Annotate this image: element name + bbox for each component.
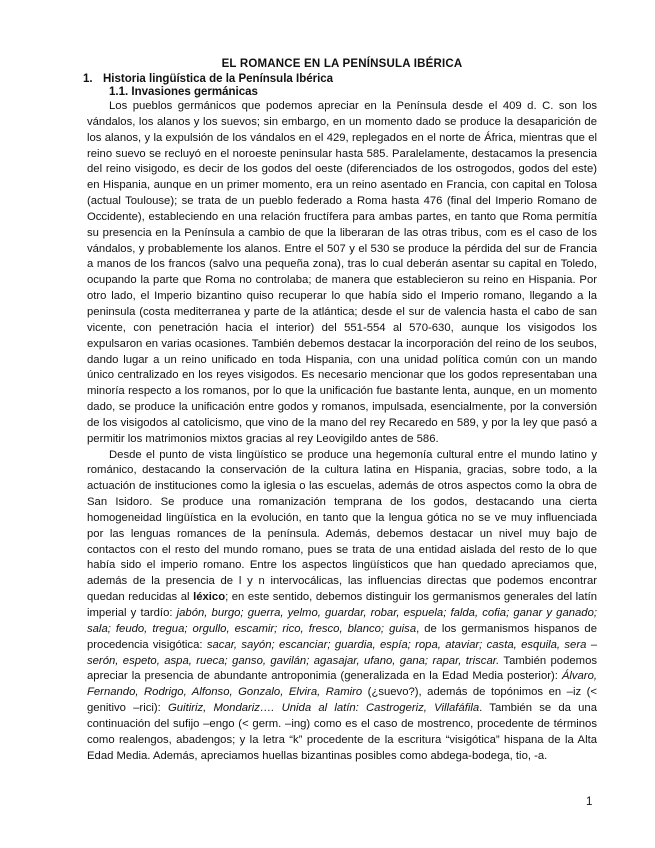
subsection-heading: 1.1. Invasiones germánicas — [109, 86, 258, 98]
document-title: EL ROMANCE EN LA PENÍNSULA IBÉRICA — [221, 58, 463, 70]
p2-text-5: (¿suevo?), además de topónimos en –iz (< genitivo –rici): — [87, 686, 597, 715]
paragraph-2 — [87, 448, 597, 765]
section-heading — [83, 73, 597, 85]
p2-text-3: , de los germanismos hispanos de procedencia visigótica: — [87, 622, 597, 651]
p2-italic-toponimos: Guitiriz, Mondariz…. Unida al latín: Castrogeriz, Villafáfila — [167, 702, 480, 715]
document-page — [83, 58, 598, 764]
p2-italic-antroponimia: Álvaro, Fernando, Rodrigo, Alfonso, Gonzalo, Elvira, Ramiro — [87, 670, 597, 699]
p2-text-6: . También se da una continuación del sufijo –engo (< germ. –ing) como es el caso de mostrenco, procedente de términos como realengos, abadengos; y la letra “k” procedente de la escritura “visigótica” hispana de la Alta Edad Media. Además, apreciamos huellas bizantinas posibles como abdega-bodega, tio, -a. — [87, 702, 597, 762]
p2-italic-germanismos-generales: jabón, burgo; guerra, yelmo, guardar, robar, espuela; falda, cofia; ganar y ganado; sala; feudo, tregua; orgullo, escamir; rico, fresco, blanco; guisa — [87, 607, 597, 635]
page-number: 1 — [586, 796, 593, 808]
p2-italic-germanismos-visigoticos: sacar, sayón; escanciar; guardia, espía; ropa, ataviar; casta, esquila, sera – serón, espeto, aspa, rueca; ganso, gavilán; agasajar, ufano, gana; rapar, triscar. — [87, 638, 597, 667]
section-number: 1. — [83, 73, 93, 85]
paragraph-1: Los pueblos germánicos que podemos apreciar en la Península desde el 409 d. C. son los vándalos, los alanos y los suevos; sin embargo, en un momento dado se produce la desaparición de los alanos, y la expulsión de los vándalos en el 429, replegados en el norte de África, mientras que el reino suevo se recluyó en el noroeste peninsular hasta 585. Paralelamente, destacamos la presencia del reino visigodo, es decir de los godos del oeste (diferenciados de los ostrogodos, godos del este) en Hispania, aunque en un primer momento, era un reino asentado en Francia, con capital en Tolosa (actual Toulouse); se trata de un pueblo federado a Roma hasta 476 (final del Imperio Romano de Occidente), estableciendo en una relación fructífera para ambas partes, en tanto que Roma permitía su presencia en la Península a cambio de que la liberaran de las otras tribus, com es el caso de los vándalos, y probablemente los alanos. Entre el 507 y el 530 se produce la pérdida del sur de Francia a manos de los francos (salvo una pequeña zona), tras lo cual deberán asentar su capital en Toledo, ocupando la parte que Roma no controlaba; de manera que establecieron su reino en Hispania. Por otro lado, el Imperio bizantino quiso recuperar lo que había sido el Imperio romano, llegando a la peninsula (costa mediterranea y parte de la atlántica; desde el sur de valencia hasta el cabo de san vicente, con penetración hacia el interior) del 551-554 al 570-630, aunque los visigodos los expulsaron en varias ocasiones. También debemos destacar la incorporación del reino de los seubos, dando lugar a un reino unificado en toda Hispania, con una unidad política común con un mando único centralizado en los reyes visigodos. Es necesario mencionar que los godos representaban una minoría respecto a los romanos, por lo que la unificación fue bastante lenta, aunque, en un momento dado, se produce la unificación entre godos y romanos, impulsada, esencialmente, por la conversión de los visigodos al catolicismo, que vino de la mano del rey Recaredo en 589, y por la ley que pasó a permitir los matrimonios mixtos gracias al rey Leovigildo antes de 586. — [87, 100, 597, 445]
p2-bold-lexico: léxico — [193, 591, 226, 604]
p2-text-4: También podemos apreciar la presencia de abundante antroponimia (generalizada en la Edad Media posterior): — [87, 654, 598, 683]
p2-text-2: ; en este sentido, debemos distinguir los germanismos generales del latín imperial y tardío: — [87, 591, 598, 619]
p2-text-1: Desde el punto de vista lingüístico se produce una hegemonía cultural entre el mundo latino y románico, destacando la conservación de la cultura latina en Hispania, gracias, sobre todo, a la actuación de instituciones como la iglesia o las escuelas, además de otros aspectos como la obra de San Isidoro. Se produce una romanización temprana de los godos, destacando una cierta homogeneidad lingüística en la evolución, en tanto que la lengua gótica no se ve muy influenciada por las lenguas romances de la península. Además, debemos destacar un nivel muy bajo de contactos con el resto del mundo romano, pues se trata de una entidad aislada del resto de lo que había sido el imperio romano. Entre los aspectos lingüísticos que han quedado apreciamos que, además de la presencia de l y n intervocálicas, las influencias directas que podemos encontrar quedan reducidas al — [87, 448, 597, 604]
section-title: Historia lingüística de la Península Ibérica — [103, 73, 334, 85]
